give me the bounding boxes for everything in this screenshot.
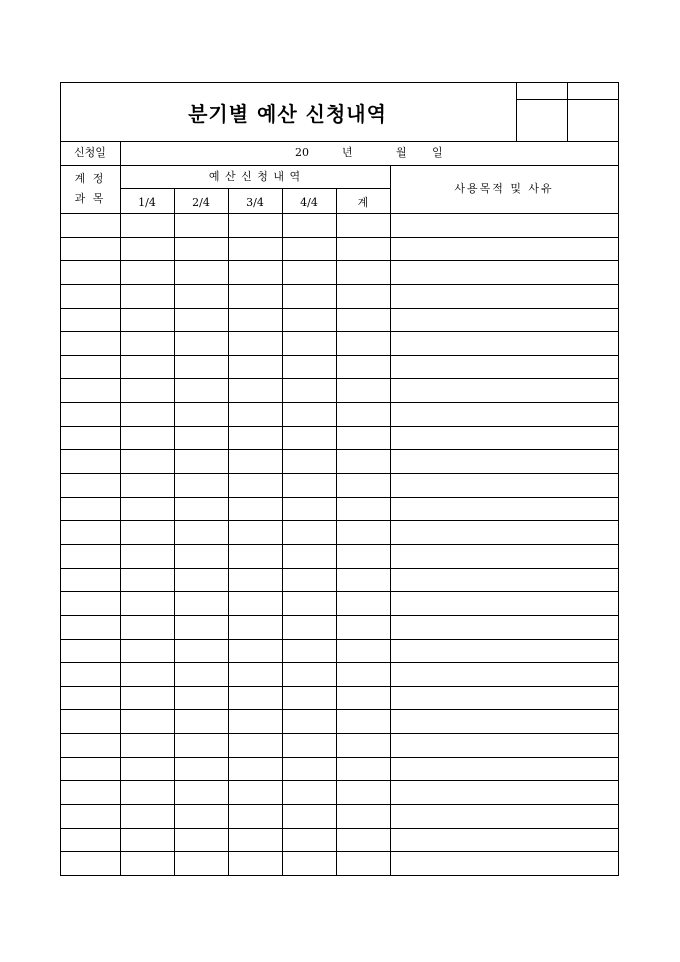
quarter-3-cell[interactable]: [228, 284, 282, 308]
purpose-cell[interactable]: [390, 686, 618, 710]
quarter-header-line: [120, 188, 391, 189]
account-cell[interactable]: [60, 851, 120, 875]
quarter-2-cell[interactable]: [174, 402, 228, 426]
header-top-line: [60, 165, 619, 166]
table-row: [60, 308, 618, 332]
purpose-cell[interactable]: [390, 284, 618, 308]
quarter-4-cell[interactable]: [282, 662, 336, 686]
total-cell[interactable]: [336, 568, 390, 592]
total-cell[interactable]: [336, 851, 390, 875]
quarter-3-cell[interactable]: [228, 615, 282, 639]
account-cell[interactable]: [60, 237, 120, 261]
table-row: [60, 568, 618, 592]
year-unit: 년: [342, 146, 353, 159]
account-cell[interactable]: [60, 260, 120, 284]
year-prefix: 20: [295, 146, 309, 159]
quarter-4-cell[interactable]: [282, 449, 336, 473]
account-cell[interactable]: [60, 426, 120, 450]
quarter-1-cell[interactable]: [120, 544, 174, 568]
table-row: [60, 686, 618, 710]
quarter-2-cell[interactable]: [174, 780, 228, 804]
table-row: [60, 780, 618, 804]
account-cell[interactable]: [60, 402, 120, 426]
quarter-4-cell[interactable]: [282, 686, 336, 710]
quarter-2-cell[interactable]: [174, 355, 228, 379]
account-cell[interactable]: [60, 378, 120, 402]
total-cell[interactable]: [336, 828, 390, 852]
quarter-2-cell[interactable]: [174, 709, 228, 733]
quarter-1-cell[interactable]: [120, 260, 174, 284]
account-cell[interactable]: [60, 308, 120, 332]
total-cell[interactable]: [336, 237, 390, 261]
total-label: 계: [357, 196, 369, 209]
quarter-3-cell[interactable]: [228, 544, 282, 568]
quarter-1-cell[interactable]: [120, 568, 174, 592]
account-cell[interactable]: [60, 473, 120, 497]
table-row: [60, 757, 618, 781]
quarter-4-cell[interactable]: [282, 639, 336, 663]
quarter-3-cell[interactable]: [228, 213, 282, 237]
frame-top-line: [60, 82, 619, 83]
table-row: [60, 426, 618, 450]
quarter-3-cell[interactable]: [228, 520, 282, 544]
quarter-3-cell[interactable]: [228, 426, 282, 450]
quarter-4-cell[interactable]: [282, 851, 336, 875]
quarter-4-cell[interactable]: [282, 568, 336, 592]
quarter-4-cell[interactable]: [282, 709, 336, 733]
purpose-cell[interactable]: [390, 662, 618, 686]
table-row: [60, 733, 618, 757]
quarter-3-cell[interactable]: [228, 568, 282, 592]
purpose-cell[interactable]: [390, 355, 618, 379]
account-cell[interactable]: [60, 449, 120, 473]
table-row: [60, 615, 618, 639]
purpose-cell[interactable]: [390, 331, 618, 355]
total-cell[interactable]: [336, 544, 390, 568]
quarter-1-cell[interactable]: [120, 426, 174, 450]
quarter-3-cell[interactable]: [228, 591, 282, 615]
date-row-top-line: [60, 141, 619, 142]
table-row: [60, 402, 618, 426]
quarter-3-cell[interactable]: [228, 639, 282, 663]
quarter-2-cell[interactable]: [174, 733, 228, 757]
quarter-1-cell[interactable]: [120, 284, 174, 308]
purpose-cell[interactable]: [390, 851, 618, 875]
purpose-cell[interactable]: [390, 237, 618, 261]
account-cell[interactable]: [60, 780, 120, 804]
quarter-2-cell[interactable]: [174, 497, 228, 521]
date-month-field[interactable]: [356, 142, 394, 162]
date-year-field[interactable]: [310, 142, 340, 162]
table-row: [60, 284, 618, 308]
purpose-cell[interactable]: [390, 544, 618, 568]
quarter-4-cell[interactable]: [282, 213, 336, 237]
purpose-cell[interactable]: [390, 615, 618, 639]
total-cell[interactable]: [336, 473, 390, 497]
quarter-4-cell[interactable]: [282, 260, 336, 284]
table-row: [60, 662, 618, 686]
quarter-2-cell[interactable]: [174, 568, 228, 592]
account-cell[interactable]: [60, 284, 120, 308]
total-cell[interactable]: [336, 213, 390, 237]
total-cell[interactable]: [336, 709, 390, 733]
quarter-3-cell[interactable]: [228, 237, 282, 261]
quarter-1-cell[interactable]: [120, 828, 174, 852]
purpose-cell[interactable]: [390, 473, 618, 497]
quarter-3-cell[interactable]: [228, 402, 282, 426]
quarter-2-cell[interactable]: [174, 639, 228, 663]
quarter-4-cell[interactable]: [282, 426, 336, 450]
quarter-2-cell[interactable]: [174, 757, 228, 781]
quarter-4-cell[interactable]: [282, 544, 336, 568]
purpose-cell[interactable]: [390, 780, 618, 804]
quarter-4-cell[interactable]: [282, 378, 336, 402]
date-label: 신청일: [74, 146, 106, 159]
quarter-1-cell[interactable]: [120, 402, 174, 426]
account-cell[interactable]: [60, 733, 120, 757]
account-cell[interactable]: [60, 213, 120, 237]
total-cell[interactable]: [336, 520, 390, 544]
account-cell[interactable]: [60, 639, 120, 663]
table-row: [60, 355, 618, 379]
account-cell[interactable]: [60, 520, 120, 544]
quarter-3-cell[interactable]: [228, 686, 282, 710]
approval-box-left-line: [516, 82, 517, 142]
quarter-1-cell[interactable]: [120, 733, 174, 757]
quarter-3-cell[interactable]: [228, 449, 282, 473]
total-cell[interactable]: [336, 308, 390, 332]
purpose-cell[interactable]: [390, 213, 618, 237]
quarter-1-cell[interactable]: [120, 757, 174, 781]
quarter-4-cell[interactable]: [282, 237, 336, 261]
purpose-cell[interactable]: [390, 804, 618, 828]
purpose-cell[interactable]: [390, 709, 618, 733]
account-label-line1: 계 정: [74, 172, 106, 185]
quarter-3-cell[interactable]: [228, 828, 282, 852]
quarter-3-cell[interactable]: [228, 473, 282, 497]
purpose-cell[interactable]: [390, 260, 618, 284]
quarter-1-cell[interactable]: [120, 497, 174, 521]
account-cell[interactable]: [60, 615, 120, 639]
total-cell[interactable]: [336, 733, 390, 757]
total-cell[interactable]: [336, 804, 390, 828]
table-row: [60, 331, 618, 355]
quarter-2-cell[interactable]: [174, 804, 228, 828]
total-cell[interactable]: [336, 449, 390, 473]
quarter-4-cell[interactable]: [282, 591, 336, 615]
quarter-2-cell[interactable]: [174, 520, 228, 544]
quarter-4-cell[interactable]: [282, 757, 336, 781]
table-row: [60, 497, 618, 521]
quarter-2-cell[interactable]: [174, 237, 228, 261]
quarter-3-cell[interactable]: [228, 331, 282, 355]
quarter-1-cell[interactable]: [120, 615, 174, 639]
table-row: [60, 828, 618, 852]
purpose-cell[interactable]: [390, 520, 618, 544]
quarter-3-cell[interactable]: [228, 260, 282, 284]
account-cell[interactable]: [60, 709, 120, 733]
quarter-3-cell[interactable]: [228, 780, 282, 804]
total-cell[interactable]: [336, 686, 390, 710]
quarter-4-cell[interactable]: [282, 733, 336, 757]
purpose-cell[interactable]: [390, 591, 618, 615]
frame-bottom-line: [60, 875, 619, 876]
account-cell[interactable]: [60, 686, 120, 710]
table-row: [60, 378, 618, 402]
quarter-1-cell[interactable]: [120, 804, 174, 828]
quarter-3-cell[interactable]: [228, 378, 282, 402]
form-title: 분기별 예산 신청내역: [188, 102, 387, 126]
account-cell[interactable]: [60, 355, 120, 379]
quarter-2-cell[interactable]: [174, 449, 228, 473]
quarter-4-cell[interactable]: [282, 828, 336, 852]
quarter-3-cell[interactable]: [228, 355, 282, 379]
total-cell[interactable]: [336, 426, 390, 450]
day-unit: 일: [432, 146, 443, 159]
date-label-divider-line: [120, 141, 121, 166]
quarter-1-cell[interactable]: [120, 331, 174, 355]
quarter-3-cell[interactable]: [228, 308, 282, 332]
table-row: [60, 213, 618, 237]
quarter-4-cell[interactable]: [282, 615, 336, 639]
quarter-2-cell[interactable]: [174, 378, 228, 402]
quarter-2-cell[interactable]: [174, 308, 228, 332]
purpose-cell[interactable]: [390, 497, 618, 521]
quarter-4-cell[interactable]: [282, 497, 336, 521]
quarter-3-cell[interactable]: [228, 851, 282, 875]
quarter-1-cell[interactable]: [120, 378, 174, 402]
quarter-2-cell[interactable]: [174, 331, 228, 355]
quarter-2-cell[interactable]: [174, 686, 228, 710]
quarter-1-cell[interactable]: [120, 709, 174, 733]
quarter-3-cell[interactable]: [228, 733, 282, 757]
total-cell[interactable]: [336, 497, 390, 521]
total-cell[interactable]: [336, 615, 390, 639]
account-cell[interactable]: [60, 497, 120, 521]
account-cell[interactable]: [60, 568, 120, 592]
quarter-3-cell[interactable]: [228, 662, 282, 686]
total-cell[interactable]: [336, 639, 390, 663]
quarter-1-cell[interactable]: [120, 780, 174, 804]
quarter-2-cell[interactable]: [174, 544, 228, 568]
quarter-3-cell[interactable]: [228, 497, 282, 521]
quarter-2-cell[interactable]: [174, 260, 228, 284]
quarter-4-label: 4/4: [300, 196, 318, 209]
total-cell[interactable]: [336, 402, 390, 426]
quarter-1-cell[interactable]: [120, 639, 174, 663]
purpose-cell[interactable]: [390, 733, 618, 757]
table-row: [60, 473, 618, 497]
total-cell[interactable]: [336, 331, 390, 355]
total-cell[interactable]: [336, 591, 390, 615]
table-row: [60, 851, 618, 875]
purpose-cell[interactable]: [390, 308, 618, 332]
table-row: [60, 709, 618, 733]
total-cell[interactable]: [336, 780, 390, 804]
quarter-1-cell[interactable]: [120, 662, 174, 686]
quarter-1-cell[interactable]: [120, 449, 174, 473]
quarter-1-cell[interactable]: [120, 520, 174, 544]
budget-group-label: 예 산 신 청 내 역: [208, 170, 302, 183]
purpose-cell[interactable]: [390, 426, 618, 450]
quarter-1-cell[interactable]: [120, 851, 174, 875]
quarter-1-cell[interactable]: [120, 213, 174, 237]
table-row: [60, 804, 618, 828]
quarter-1-cell[interactable]: [120, 308, 174, 332]
quarter-1-cell[interactable]: [120, 355, 174, 379]
account-cell[interactable]: [60, 804, 120, 828]
table-row: [60, 260, 618, 284]
table-row: [60, 520, 618, 544]
total-cell[interactable]: [336, 662, 390, 686]
quarter-4-cell[interactable]: [282, 804, 336, 828]
quarter-2-cell[interactable]: [174, 426, 228, 450]
purpose-cell[interactable]: [390, 828, 618, 852]
account-cell[interactable]: [60, 757, 120, 781]
quarter-4-cell[interactable]: [282, 331, 336, 355]
table-row: [60, 591, 618, 615]
date-day-field[interactable]: [410, 142, 430, 162]
quarter-2-cell[interactable]: [174, 473, 228, 497]
quarter-1-cell[interactable]: [120, 591, 174, 615]
table-row: [60, 237, 618, 261]
purpose-cell[interactable]: [390, 449, 618, 473]
quarter-1-cell[interactable]: [120, 237, 174, 261]
quarter-3-label: 3/4: [246, 196, 264, 209]
account-cell[interactable]: [60, 828, 120, 852]
quarter-2-label: 2/4: [192, 196, 210, 209]
purpose-cell[interactable]: [390, 568, 618, 592]
quarter-2-cell[interactable]: [174, 591, 228, 615]
quarter-1-label: 1/4: [138, 196, 156, 209]
total-cell[interactable]: [336, 378, 390, 402]
total-cell[interactable]: [336, 284, 390, 308]
quarter-3-cell[interactable]: [228, 757, 282, 781]
purpose-cell[interactable]: [390, 639, 618, 663]
quarter-4-cell[interactable]: [282, 520, 336, 544]
account-cell[interactable]: [60, 591, 120, 615]
account-cell[interactable]: [60, 544, 120, 568]
table-row: [60, 544, 618, 568]
account-cell[interactable]: [60, 331, 120, 355]
quarter-2-cell[interactable]: [174, 213, 228, 237]
total-cell[interactable]: [336, 355, 390, 379]
quarter-4-cell[interactable]: [282, 473, 336, 497]
quarter-4-cell[interactable]: [282, 284, 336, 308]
account-label-line2: 과 목: [74, 192, 106, 205]
quarter-3-cell[interactable]: [228, 709, 282, 733]
quarter-1-cell[interactable]: [120, 473, 174, 497]
total-cell[interactable]: [336, 757, 390, 781]
quarter-4-cell[interactable]: [282, 355, 336, 379]
quarter-4-cell[interactable]: [282, 780, 336, 804]
quarter-2-cell[interactable]: [174, 828, 228, 852]
table-row: [60, 449, 618, 473]
quarter-3-cell[interactable]: [228, 804, 282, 828]
quarter-4-cell[interactable]: [282, 308, 336, 332]
total-cell[interactable]: [336, 260, 390, 284]
account-cell[interactable]: [60, 662, 120, 686]
month-unit: 월: [396, 146, 407, 159]
quarter-1-cell[interactable]: [120, 686, 174, 710]
table-row: [60, 639, 618, 663]
quarter-2-cell[interactable]: [174, 615, 228, 639]
quarter-2-cell[interactable]: [174, 851, 228, 875]
purpose-cell[interactable]: [390, 402, 618, 426]
purpose-cell[interactable]: [390, 378, 618, 402]
quarter-2-cell[interactable]: [174, 284, 228, 308]
purpose-label: 사용목적 및 사유: [454, 182, 554, 195]
purpose-cell[interactable]: [390, 757, 618, 781]
quarter-4-cell[interactable]: [282, 402, 336, 426]
quarter-2-cell[interactable]: [174, 662, 228, 686]
approval-box-divider-line: [516, 99, 619, 100]
approval-box-mid-line: [567, 82, 568, 142]
